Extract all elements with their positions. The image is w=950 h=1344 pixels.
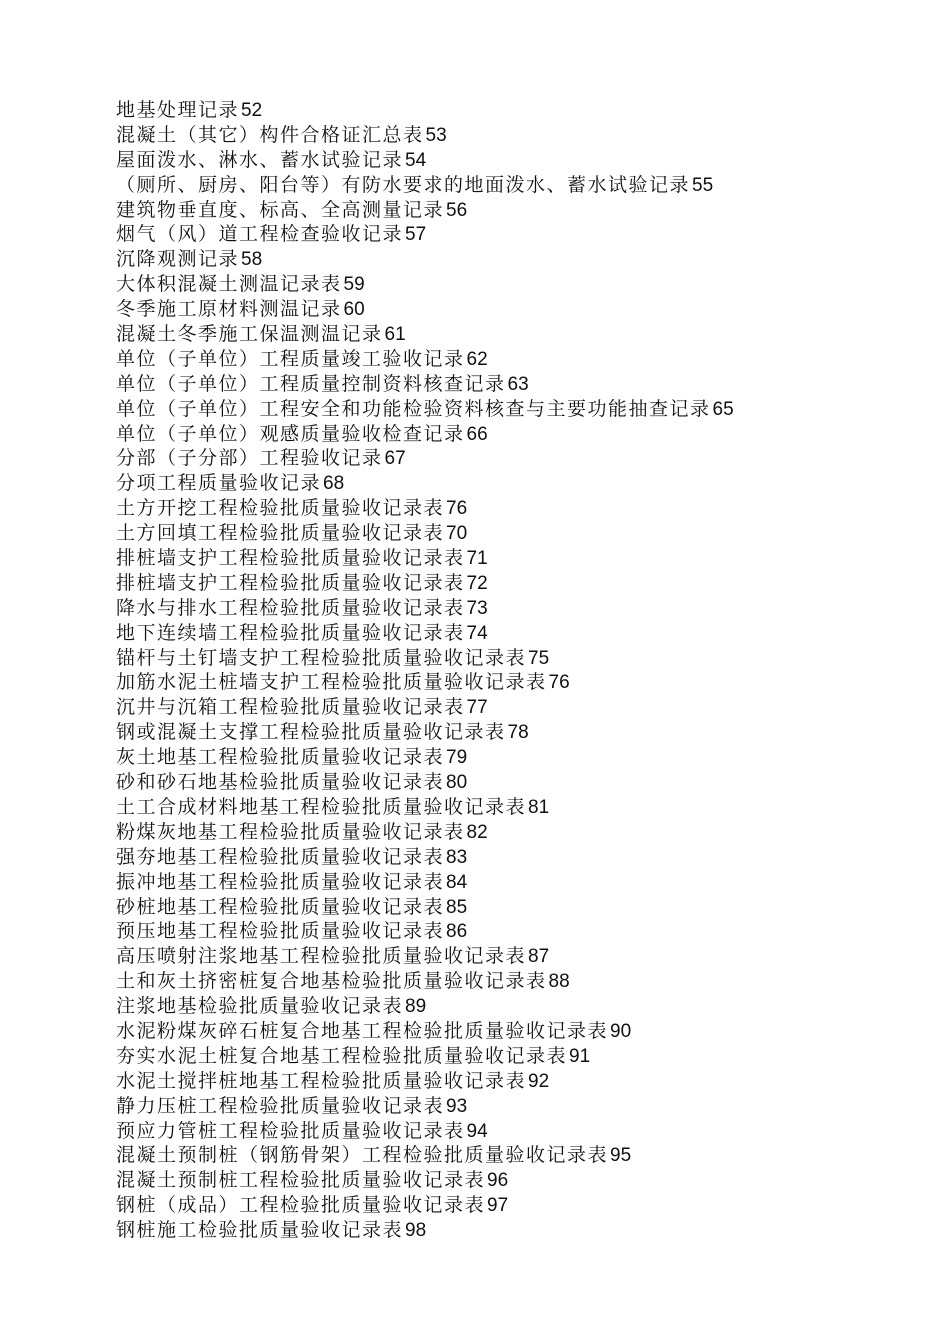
toc-entry [116,770,916,795]
toc-entry [116,919,916,944]
toc-entry-title: 灰土地基工程检验批质量验收记录表 [116,746,445,769]
toc-entry-title: 沉井与沉箱工程检验批质量验收记录表 [116,696,465,719]
toc-entry-page-number: 59 [343,274,365,296]
toc-entry-title: 钢或混凝土支撑工程检验批质量验收记录表 [116,721,506,744]
toc-entry [116,571,916,596]
toc-entry [116,1069,916,1094]
toc-entry [116,670,916,695]
toc-entry [116,1143,916,1168]
toc-entry [116,521,916,546]
toc-entry [116,322,916,347]
toc-entry-title: 单位（子单位）工程质量竣工验收记录 [116,347,465,370]
toc-entry [116,1094,916,1119]
toc-entry [116,297,916,322]
toc-entry-page-number: 85 [446,896,468,918]
toc-entry-title: 静力压桩工程检验批质量验收记录表 [116,1094,445,1117]
toc-entry [116,1193,916,1218]
toc-entry-page-number: 77 [466,697,488,719]
toc-entry-page-number: 91 [569,1045,591,1067]
toc-entry-page-number: 83 [446,846,468,868]
toc-entry-title: 水泥土搅拌桩地基工程检验批质量验收记录表 [116,1069,527,1092]
toc-entry-page-number: 84 [446,871,468,893]
toc-entry [116,247,916,272]
toc-entry [116,546,916,571]
toc-entry-title: 砂和砂石地基检验批质量验收记录表 [116,771,445,794]
toc-entry [116,272,916,297]
toc-entry-title: 水泥粉煤灰碎石桩复合地基工程检验批质量验收记录表 [116,1019,609,1042]
toc-entry-title: 钢桩施工检验批质量验收记录表 [116,1219,404,1242]
toc-entry-page-number: 66 [466,423,488,445]
toc-entry-page-number: 79 [446,747,468,769]
toc-entry [116,720,916,745]
toc-entry-page-number: 78 [507,722,529,744]
toc-entry-page-number: 93 [446,1095,468,1117]
toc-entry-page-number: 97 [487,1195,509,1217]
toc-entry-page-number: 94 [466,1120,488,1142]
toc-entry [116,123,916,148]
toc-entry-page-number: 76 [548,672,570,694]
toc-entry-page-number: 68 [323,473,345,495]
toc-entry-title: 地下连续墙工程检验批质量验收记录表 [116,621,465,644]
toc-entry [116,795,916,820]
toc-entry-page-number: 71 [466,548,488,570]
toc-entry-page-number: 57 [405,224,427,246]
toc-entry-page-number: 55 [692,174,714,196]
toc-entry [116,471,916,496]
toc-entry [116,1218,916,1243]
toc-entry-title: 砂桩地基工程检验批质量验收记录表 [116,895,445,918]
toc-entry-title: 加筋水泥土桩墙支护工程检验批质量验收记录表 [116,671,547,694]
toc-entry-page-number: 98 [405,1220,427,1242]
toc-entry-title: 屋面泼水、淋水、蓄水试验记录 [116,148,404,171]
toc-entry-page-number: 58 [241,249,263,271]
toc-entry [116,1168,916,1193]
toc-entry [116,148,916,173]
toc-entry-title: 分部（子分部）工程验收记录 [116,447,383,470]
toc-entry-page-number: 81 [528,796,550,818]
toc-entry-title: 钢桩（成品）工程检验批质量验收记录表 [116,1194,486,1217]
table-of-contents [116,98,916,1243]
toc-entry-page-number: 74 [466,622,488,644]
toc-entry [116,222,916,247]
toc-entry-page-number: 86 [446,921,468,943]
toc-entry-page-number: 90 [610,1020,632,1042]
toc-entry-title: 注浆地基检验批质量验收记录表 [116,995,404,1018]
toc-entry [116,596,916,621]
toc-entry [116,1019,916,1044]
toc-entry-page-number: 61 [384,324,406,346]
toc-entry-page-number: 92 [528,1070,550,1092]
toc-entry-title: 土方回填工程检验批质量验收记录表 [116,522,445,545]
toc-entry-page-number: 65 [712,398,734,420]
toc-entry-title: 预应力管桩工程检验批质量验收记录表 [116,1119,465,1142]
toc-entry-page-number: 56 [446,199,468,221]
toc-entry [116,1119,916,1144]
toc-entry-title: 锚杆与土钉墙支护工程检验批质量验收记录表 [116,646,527,669]
toc-entry-title: 混凝土冬季施工保温测温记录 [116,323,383,346]
toc-entry-page-number: 89 [405,996,427,1018]
toc-entry [116,198,916,223]
toc-entry-title: 降水与排水工程检验批质量验收记录表 [116,596,465,619]
toc-entry-page-number: 96 [487,1170,509,1192]
toc-entry [116,870,916,895]
toc-entry [116,994,916,1019]
toc-entry-page-number: 75 [528,647,550,669]
toc-entry-page-number: 54 [405,149,427,171]
toc-entry-title: （厕所、厨房、阳台等）有防水要求的地面泼水、蓄水试验记录 [116,173,691,196]
toc-entry-title: 预压地基工程检验批质量验收记录表 [116,920,445,943]
toc-entry-title: 混凝土预制桩工程检验批质量验收记录表 [116,1169,486,1192]
toc-entry [116,695,916,720]
toc-entry [116,969,916,994]
toc-entry [116,422,916,447]
toc-entry [116,347,916,372]
toc-entry [116,745,916,770]
toc-entry-title: 单位（子单位）观感质量验收检查记录 [116,422,465,445]
toc-entry-title: 混凝土预制桩（钢筋骨架）工程检验批质量验收记录表 [116,1144,609,1167]
toc-entry [116,173,916,198]
toc-entry [116,820,916,845]
toc-entry-title: 土方开挖工程检验批质量验收记录表 [116,497,445,520]
toc-entry-page-number: 67 [384,448,406,470]
toc-entry [116,845,916,870]
toc-entry [116,397,916,422]
toc-entry-page-number: 63 [507,373,529,395]
toc-entry-title: 强夯地基工程检验批质量验收记录表 [116,845,445,868]
toc-entry [116,98,916,123]
toc-entry-page-number: 60 [343,299,365,321]
toc-entry-page-number: 95 [610,1145,632,1167]
toc-entry-title: 单位（子单位）工程质量控制资料核查记录 [116,372,506,395]
toc-entry [116,944,916,969]
toc-entry-title: 分项工程质量验收记录 [116,472,322,495]
toc-entry-page-number: 87 [528,946,550,968]
toc-entry-page-number: 70 [446,523,468,545]
toc-entry-title: 大体积混凝土测温记录表 [116,273,342,296]
toc-entry [116,496,916,521]
toc-entry-page-number: 82 [466,821,488,843]
toc-entry-title: 沉降观测记录 [116,248,240,271]
toc-entry-page-number: 80 [446,772,468,794]
toc-entry-title: 冬季施工原材料测温记录 [116,298,342,321]
toc-entry-page-number: 88 [548,971,570,993]
toc-entry-page-number: 73 [466,597,488,619]
toc-entry-title: 振冲地基工程检验批质量验收记录表 [116,870,445,893]
toc-entry-title: 土工合成材料地基工程检验批质量验收记录表 [116,795,527,818]
toc-entry-title: 地基处理记录 [116,99,240,121]
toc-entry-title: 排桩墙支护工程检验批质量验收记录表 [116,571,465,594]
toc-entry-title: 夯实水泥土桩复合地基工程检验批质量验收记录表 [116,1044,568,1067]
toc-entry-title: 烟气（风）道工程检查验收记录 [116,223,404,246]
toc-entry [116,372,916,397]
toc-entry [116,1044,916,1069]
toc-entry [116,895,916,920]
toc-entry-title: 高压喷射注浆地基工程检验批质量验收记录表 [116,945,527,968]
toc-entry [116,621,916,646]
toc-entry-page-number: 72 [466,572,488,594]
toc-entry-title: 单位（子单位）工程安全和功能检验资料核查与主要功能抽查记录 [116,397,711,420]
toc-entry [116,646,916,671]
toc-entry-page-number: 52 [241,100,263,121]
toc-entry [116,446,916,471]
toc-entry-title: 粉煤灰地基工程检验批质量验收记录表 [116,820,465,843]
toc-entry-title: 土和灰土挤密桩复合地基检验批质量验收记录表 [116,970,547,993]
toc-entry-page-number: 62 [466,348,488,370]
toc-entry-title: 排桩墙支护工程检验批质量验收记录表 [116,547,465,570]
toc-entry-page-number: 53 [425,124,447,146]
toc-entry-page-number: 76 [446,498,468,520]
toc-entry-title: 建筑物垂直度、标高、全高测量记录 [116,198,445,221]
toc-entry-title: 混凝土（其它）构件合格证汇总表 [116,123,424,146]
